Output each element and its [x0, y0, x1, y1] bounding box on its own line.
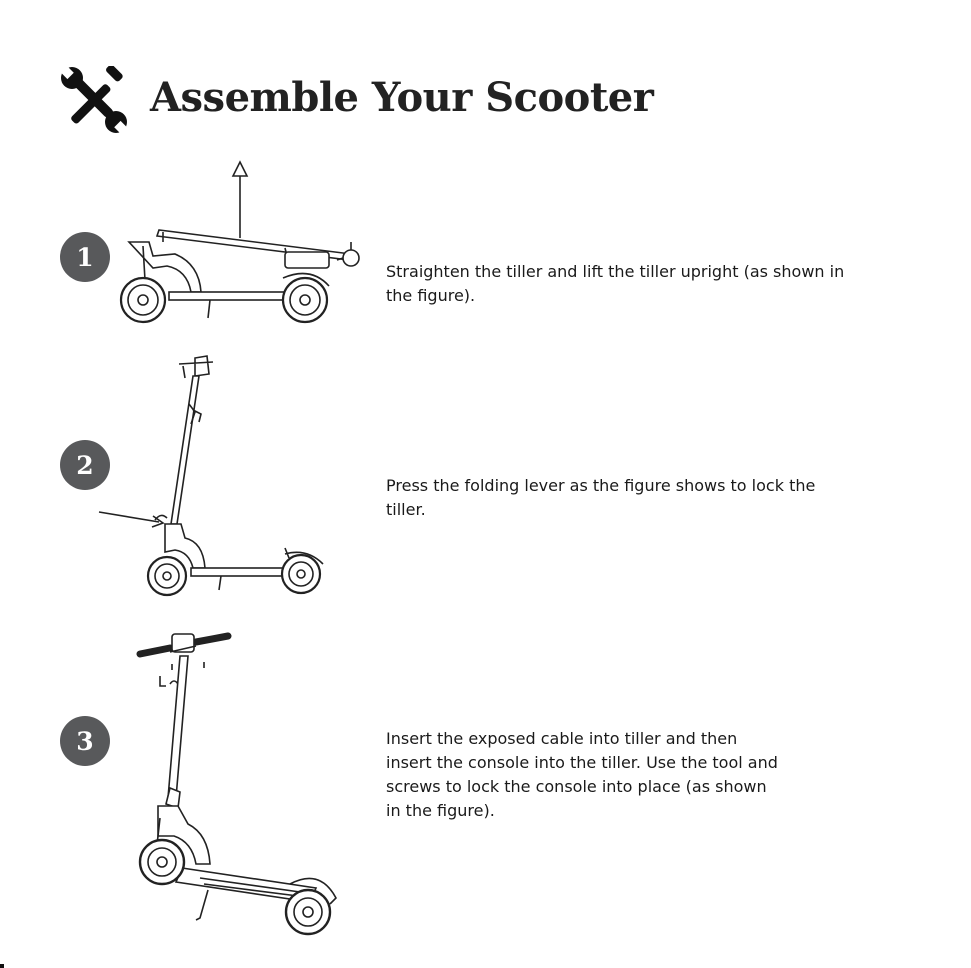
step-1-illustration: [115, 160, 370, 330]
step-2-illustration: [95, 352, 335, 602]
step-2-badge: 2: [60, 440, 110, 490]
step-3-text: Insert the exposed cable into tiller and then insert the console into the tiller. Use the tool and screws to lock the console into place (as shown in the figure).: [386, 729, 778, 820]
step-3-illustration: [130, 628, 355, 938]
step-3-badge: 3: [60, 716, 110, 766]
step-1-text: Straighten the tiller and lift the tiller upright (as shown in the figure).: [386, 262, 845, 305]
page-header: [60, 68, 128, 136]
page-title: Assemble Your Scooter: [150, 74, 654, 121]
step-1-badge: 1: [60, 232, 110, 282]
page-corner-mark: [0, 964, 4, 968]
tools-icon: [60, 66, 128, 138]
step-2-text: Press the folding lever as the figure shows to lock the tiller.: [386, 476, 816, 519]
